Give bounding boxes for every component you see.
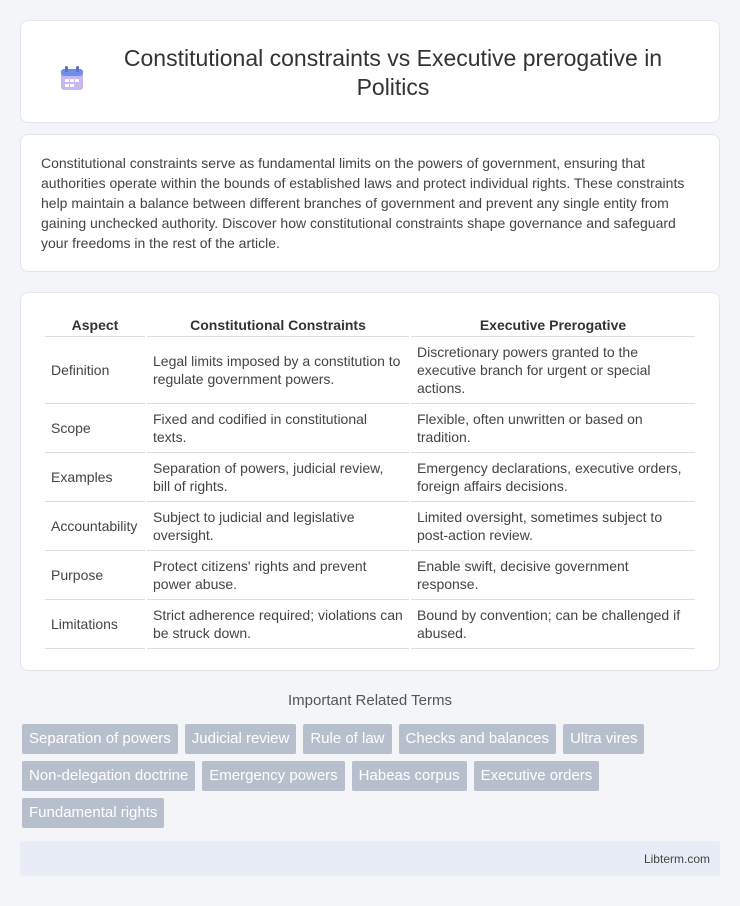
column-header-constitutional: Constitutional Constraints	[147, 313, 409, 337]
table-row	[45, 502, 695, 551]
cell-constitutional: Subject to judicial and legislative oversight.	[147, 502, 409, 551]
related-term-tag[interactable]: Executive orders	[474, 761, 600, 791]
table-header-row	[45, 313, 695, 337]
header-card	[20, 20, 720, 123]
related-terms-title: Important Related Terms	[288, 692, 452, 709]
related-term-tag[interactable]: Rule of law	[303, 724, 391, 754]
cell-aspect: Scope	[45, 404, 145, 453]
column-header-aspect: Aspect	[45, 313, 145, 337]
footer	[20, 841, 720, 876]
cell-executive: Enable swift, decisive government response.	[411, 551, 695, 600]
related-term-tag[interactable]: Habeas corpus	[352, 761, 467, 791]
cell-constitutional: Legal limits imposed by a constitution to regulate government powers.	[147, 337, 409, 404]
cell-constitutional: Protect citizens' rights and prevent power abuse.	[147, 551, 409, 600]
cell-aspect: Purpose	[45, 551, 145, 600]
cell-executive: Bound by convention; can be challenged if abused.	[411, 600, 695, 649]
related-term-tag[interactable]: Judicial review	[185, 724, 297, 754]
cell-executive: Discretionary powers granted to the executive branch for urgent or special actions.	[411, 337, 695, 404]
calendar-icon	[57, 64, 87, 94]
table-row	[45, 551, 695, 600]
cell-constitutional: Separation of powers, judicial review, bill of rights.	[147, 453, 409, 502]
cell-aspect: Limitations	[45, 600, 145, 649]
comparison-table-card	[20, 292, 720, 671]
table-row	[45, 404, 695, 453]
header	[50, 42, 690, 102]
cell-executive: Emergency declarations, executive orders, foreign affairs decisions.	[411, 453, 695, 502]
cell-aspect: Definition	[45, 337, 145, 404]
table-row	[45, 337, 695, 404]
comparison-table	[43, 313, 697, 649]
cell-executive: Limited oversight, sometimes subject to post-action review.	[411, 502, 695, 551]
cell-executive: Flexible, often unwritten or based on tradition.	[411, 404, 695, 453]
related-term-tag[interactable]: Fundamental rights	[22, 798, 164, 828]
cell-aspect: Examples	[45, 453, 145, 502]
column-header-executive: Executive Prerogative	[411, 313, 695, 337]
table-row	[45, 453, 695, 502]
intro-text: Constitutional constraints serve as fundamental limits on the powers of government, ensuring that authorities operate within the bounds of established laws and protect individual rights. These constraints help maintain a balance between different branches of government and prevent any single entity from gaining unchecked authority. Discover how constitutional constraints shape governance and safeguard your freedoms in the rest of the article.	[41, 155, 685, 251]
related-terms-list	[22, 724, 722, 835]
page-title: Constitutional constraints vs Executive prerogative in Politics	[123, 44, 663, 100]
footer-site-link[interactable]: Libterm.com	[643, 851, 710, 866]
cell-aspect: Accountability	[45, 502, 145, 551]
cell-constitutional: Fixed and codified in constitutional texts.	[147, 404, 409, 453]
related-term-tag[interactable]: Non-delegation doctrine	[22, 761, 195, 791]
intro-card	[20, 134, 720, 272]
related-term-tag[interactable]: Emergency powers	[202, 761, 344, 791]
table-row	[45, 600, 695, 649]
related-term-tag[interactable]: Separation of powers	[22, 724, 178, 754]
related-term-tag[interactable]: Ultra vires	[563, 724, 645, 754]
cell-constitutional: Strict adherence required; violations can be struck down.	[147, 600, 409, 649]
related-term-tag[interactable]: Checks and balances	[399, 724, 556, 754]
